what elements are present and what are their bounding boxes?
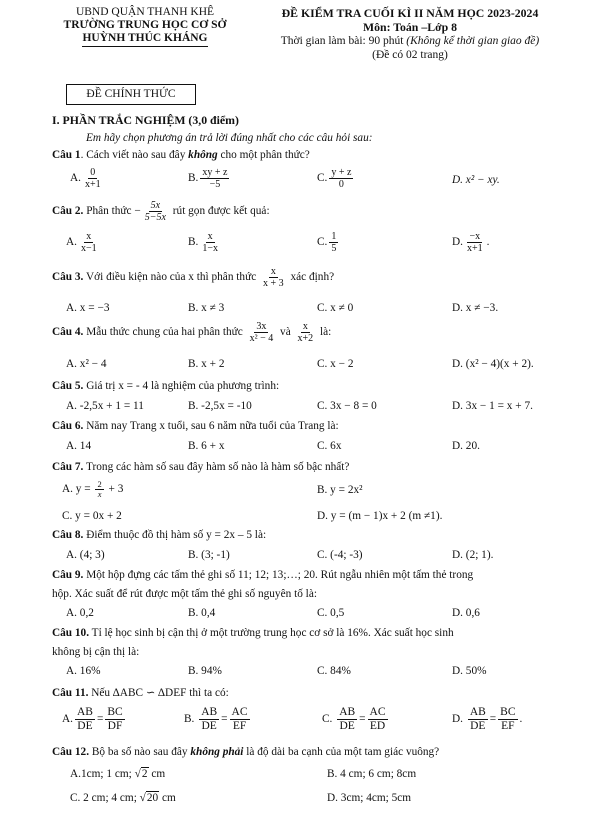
- q9-option-a: A. 0,2: [66, 607, 94, 619]
- school-name: HUỲNH THÚC KHÁNG: [82, 32, 207, 47]
- q4-option-c: C. x − 2: [317, 358, 354, 370]
- q6-option-c: C. 6x: [317, 440, 342, 452]
- question-2: Câu 2. Phân thức − $\frac{5x}{5-5x}$ rút gọn được kết quả:: [52, 200, 270, 223]
- q4-option-d: D. (x² − 4)(x + 2).: [452, 358, 534, 370]
- q11-option-c: C. $\frac{AB}{DE}$ = $\frac{AC}{ED}$: [322, 706, 386, 732]
- q8-option-d: D. (2; 1).: [452, 549, 494, 561]
- q4-option-a: A. x² − 4: [66, 358, 107, 370]
- question-9: Câu 9. Một hộp đựng các tấm thẻ ghi số 11; 12; 13;…; 20. Rút ngẫu nhiên một tấm thẻ trong: [52, 569, 474, 581]
- school-header: [40, 6, 250, 47]
- q12-option-a: A.1cm; 1 cm; √2 cm: [70, 768, 166, 780]
- time-info: Thời gian làm bài: 90 phút (Không kể thời gian giao đề): [280, 35, 540, 47]
- q11-option-d: D. $\frac{AB}{DE}$ = $\frac{BC}{EF}$ .: [452, 706, 523, 732]
- q5-option-c: C. 3x − 8 = 0: [317, 400, 377, 412]
- q10-option-b: B. 94%: [188, 665, 222, 677]
- q3-option-b: B. x ≠ 3: [188, 302, 225, 314]
- q4-option-b: B. x + 2: [188, 358, 225, 370]
- question-5: Câu 5. Giá trị x = - 4 là nghiệm của phương trình:: [52, 380, 280, 392]
- question-7: Câu 7. Trong các hàm số sau đây hàm số nào là hàm số bậc nhất?: [52, 461, 350, 473]
- q2-option-c: C. $\frac{1}{5}$: [317, 231, 337, 254]
- question-3: Câu 3. Với điều kiện nào của x thì phân thức $\frac{x}{x + 3}$ xác định?: [52, 266, 335, 289]
- school-type: TRƯỜNG TRUNG HỌC CƠ SỞ: [63, 19, 227, 31]
- q3-option-c: C. x ≠ 0: [317, 302, 354, 314]
- district-name: UBND QUẬN THANH KHÊ: [75, 6, 215, 18]
- instruction: Em hãy chọn phương án trả lời đúng nhất cho các câu hỏi sau:: [86, 132, 373, 144]
- q5-option-d: D. 3x − 1 = x + 7.: [452, 400, 533, 412]
- q8-option-b: B. (3; -1): [188, 549, 230, 561]
- q6-option-d: D. 20.: [452, 440, 480, 452]
- q1-option-b: B. $\frac{xy + z}{-5}$: [188, 167, 228, 190]
- q1-option-c: C. $\frac{y + z}{0}$: [317, 167, 352, 190]
- q6-option-a: A. 14: [66, 440, 92, 452]
- q2-option-d: D. $\frac{-x}{x+1}$ .: [452, 231, 490, 254]
- q11-option-a: A. $\frac{AB}{DE}$ = $\frac{BC}{DF}$: [62, 706, 123, 732]
- question-10: Câu 10. Tỉ lệ học sinh bị cận thị ở một trường trung học cơ sở là 16%. Xác suất học sinh: [52, 627, 454, 639]
- exam-title: ĐỀ KIỂM TRA CUỐI KÌ II NĂM HỌC 2023-2024: [281, 6, 539, 20]
- q12-option-c: C. 2 cm; 4 cm; √20 cm: [70, 792, 176, 804]
- question-10-cont: không bị cận thị là:: [52, 646, 140, 658]
- q3-option-a: A. x = −3: [66, 302, 110, 314]
- q10-option-c: C. 84%: [317, 665, 351, 677]
- subject: Môn: Toán –Lớp 8: [362, 20, 458, 34]
- q10-option-a: A. 16%: [66, 665, 101, 677]
- q2-option-a: A. $\frac{x}{x-1}$: [66, 231, 97, 254]
- q11-option-b: B. $\frac{AB}{DE}$ = $\frac{AC}{EF}$: [184, 706, 248, 732]
- q5-option-a: A. -2,5x + 1 = 11: [66, 400, 144, 412]
- q5-option-b: B. -2,5x = -10: [188, 400, 252, 412]
- q9-option-b: B. 0,4: [188, 607, 216, 619]
- question-1: Câu 1. Cách viết nào sau đây không cho một phân thức?: [52, 149, 310, 161]
- question-12: Câu 12. Bộ ba số nào sau đây không phải là độ dài ba cạnh của một tam giác vuông?: [52, 746, 440, 758]
- q9-option-d: D. 0,6: [452, 607, 480, 619]
- official-stamp: ĐỀ CHÍNH THỨC: [66, 84, 196, 105]
- q8-option-a: A. (4; 3): [66, 549, 105, 561]
- q2-option-b: B. $\frac{x}{1-x}$: [188, 231, 218, 254]
- page-count: (Đề có 02 trang): [372, 49, 448, 61]
- q7-option-b: B. y = 2x²: [317, 484, 363, 496]
- q12-option-d: D. 3cm; 4cm; 5cm: [327, 792, 412, 804]
- q7-option-a: A. y = $\frac{2}{x}$ + 3: [62, 479, 124, 499]
- q6-option-b: B. 6 + x: [188, 440, 225, 452]
- q10-option-d: D. 50%: [452, 665, 487, 677]
- question-8: Câu 8. Điểm thuộc đồ thị hàm số y = 2x – 5 là:: [52, 529, 267, 541]
- q8-option-c: C. (-4; -3): [317, 549, 363, 561]
- q7-option-c: C. y = 0x + 2: [62, 510, 122, 522]
- q3-option-d: D. x ≠ −3.: [452, 302, 499, 314]
- question-9-cont: hộp. Xác suất để rút được một tấm thẻ ghi số nguyên tố là:: [52, 588, 317, 600]
- q1-option-a: A. $\frac{0}{x+1}$: [70, 167, 101, 190]
- section-title: I. PHẦN TRẮC NGHIỆM (3,0 điểm): [52, 113, 239, 127]
- question-6: Câu 6. Năm nay Trang x tuổi, sau 6 năm nữa tuổi của Trang là:: [52, 420, 339, 432]
- q12-option-b: B. 4 cm; 6 cm; 8cm: [327, 768, 417, 780]
- q7-option-d: D. y = (m − 1)x + 2 (m ≠1).: [317, 510, 443, 522]
- question-11: Câu 11. Nếu ∆ABC ∽ ∆DEF thì ta có:: [52, 687, 229, 699]
- question-4: Câu 4. Mẫu thức chung của hai phân thức $\frac{3x}{\text{x² − 4}}$ và $\frac{x}{x+2}$ là:: [52, 321, 332, 344]
- q1-option-d: D. x² − xy.: [452, 174, 500, 186]
- exam-header: [235, 6, 585, 62]
- q9-option-c: C. 0,5: [317, 607, 345, 619]
